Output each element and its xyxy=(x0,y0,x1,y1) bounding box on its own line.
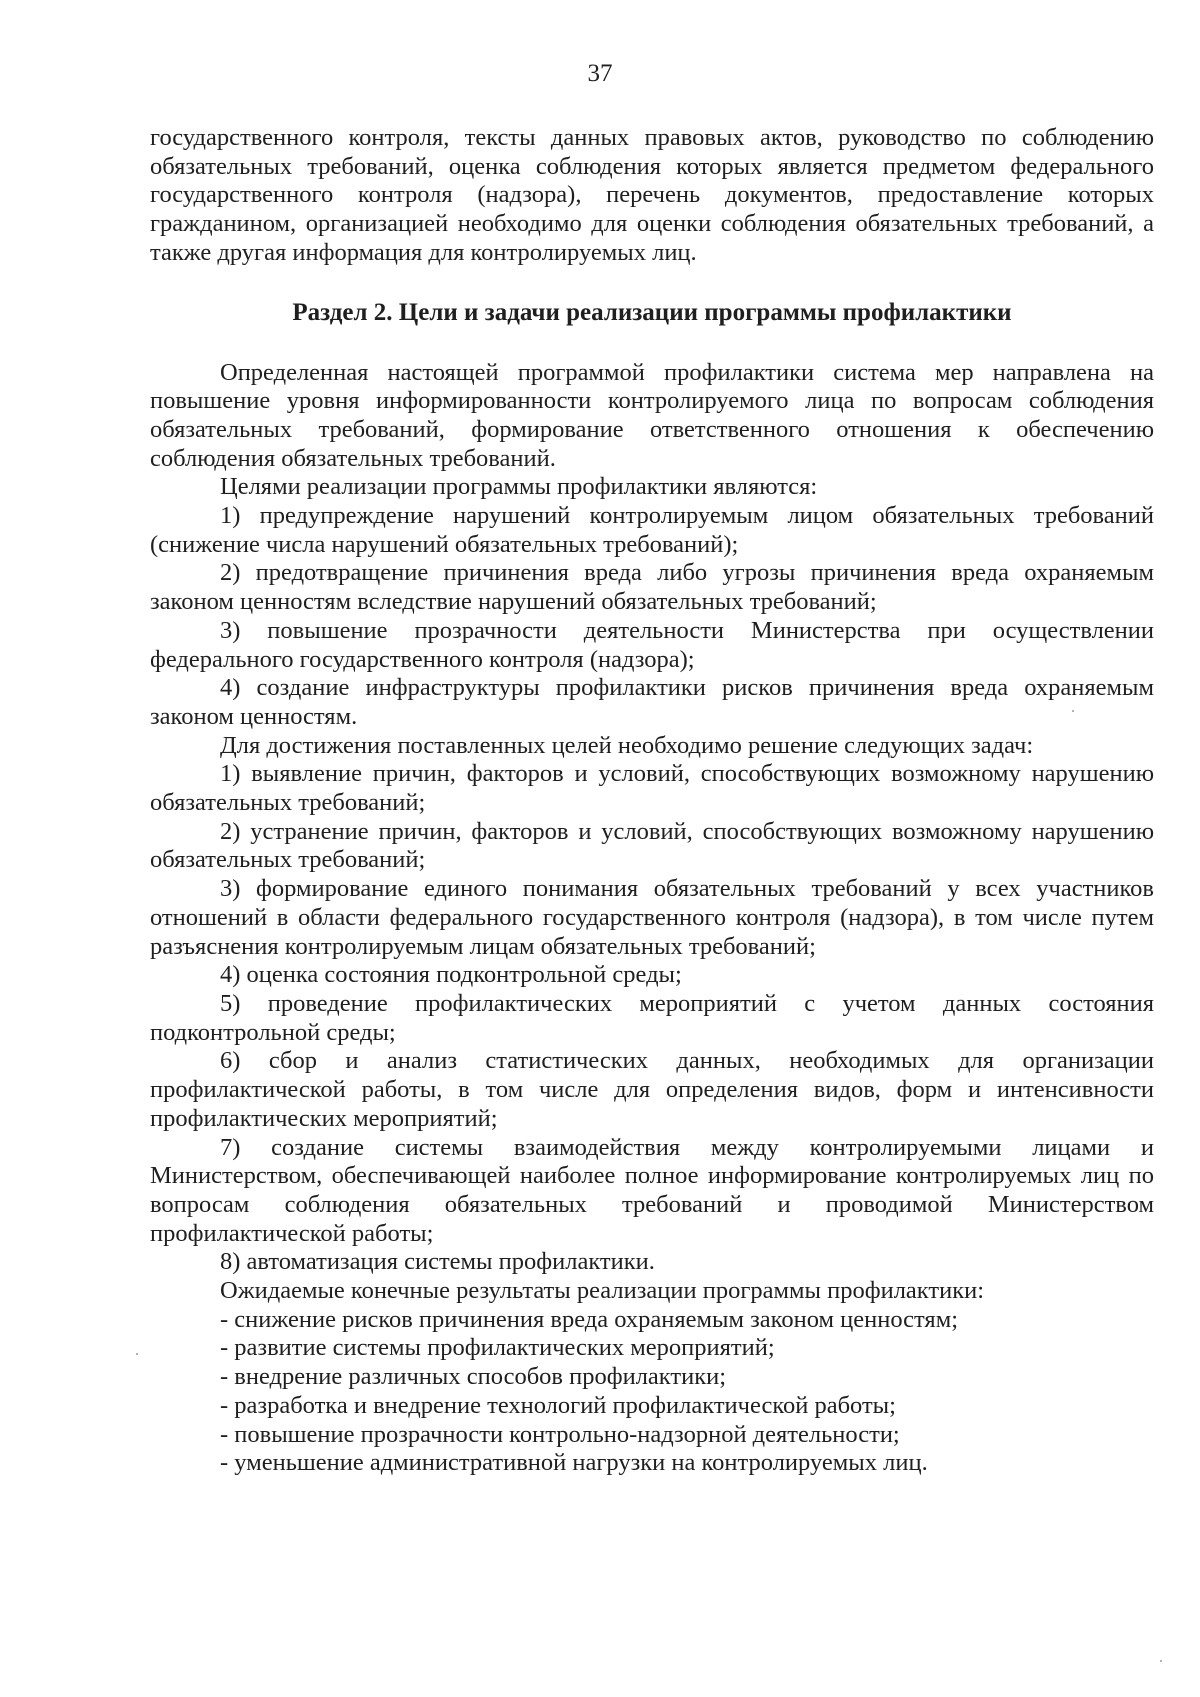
scan-speck xyxy=(136,1353,138,1355)
result-item-2: - развитие системы профилактических мероприятий; xyxy=(220,1334,775,1362)
task-item-2: 2) устранение причин, факторов и условий, способствующих возможному нарушению обязательных требований; xyxy=(150,817,1154,874)
paragraph-goals-heading: Целями реализации программы профилактики являются: xyxy=(220,473,818,501)
task-item-8: 8) автоматизация системы профилактики. xyxy=(220,1248,655,1276)
intro-paragraph: государственного контроля, тексты данных правовых актов, руководство по соблюдению обязательных требований, оценка соблюдения которых является предметом федерального государственного контроля (надзора), перечень документов, предоставление которых гражданином, организацией необходимо для оценки соблюдения обязательных требований, а также другая информация для контролируемых лиц. xyxy=(150,124,1154,266)
goal-item-4: 4) создание инфраструктуры профилактики рисков причинения вреда охраняемым законом ценностям. xyxy=(150,674,1154,730)
result-item-6: - уменьшение административной нагрузки на контролируемых лиц. xyxy=(220,1449,928,1477)
paragraph-tasks-heading: Для достижения поставленных целей необходимо решение следующих задач: xyxy=(220,731,1034,759)
goal-item-1: 1) предупреждение нарушений контролируемым лицом обязательных требований (снижение числа нарушений обязательных требований); xyxy=(150,502,1154,558)
task-item-1: 1) выявление причин, факторов и условий, способствующих возможному нарушению обязательных требований; xyxy=(150,760,1154,817)
result-item-5: - повышение прозрачности контрольно-надзорной деятельности; xyxy=(220,1420,900,1448)
task-item-7: 7) создание системы взаимодействия между контролируемыми лицами и Министерством, обеспечивающей наиболее полное информирование контролируемых лиц по вопросам соблюдения обязательных требований и проводимой Министерством профилактической работы; xyxy=(150,1133,1154,1247)
task-item-5: 5) проведение профилактических мероприятий с учетом данных состояния подконтрольной среды; xyxy=(150,989,1154,1046)
scan-speck xyxy=(1072,710,1074,712)
result-item-4: - разработка и внедрение технологий профилактической работы; xyxy=(220,1391,896,1419)
task-item-6: 6) сбор и анализ статистических данных, необходимых для организации профилактической работы, в том числе для определения видов, форм и интенсивности профилактических мероприятий; xyxy=(150,1047,1154,1132)
task-item-4: 4) оценка состояния подконтрольной среды; xyxy=(220,961,682,989)
goal-item-3: 3) повышение прозрачности деятельности Министерства при осуществлении федерального государственного контроля (надзора); xyxy=(150,616,1154,673)
scan-speck xyxy=(1160,1660,1162,1662)
result-item-1: - снижение рисков причинения вреда охраняемым законом ценностям; xyxy=(220,1305,959,1333)
page-number: 37 xyxy=(587,60,613,87)
paragraph-program-measures: Определенная настоящей программой профилактики система мер направлена на повышение уровня информированности контролируемого лица по вопросам соблюдения обязательных требований, формирование ответственного отношения к обеспечению соблюдения обязательных требований. xyxy=(150,358,1154,472)
section-title: Раздел 2. Цели и задачи реализации программы профилактики xyxy=(292,298,1012,326)
document-body xyxy=(150,124,1154,1478)
task-item-3: 3) формирование единого понимания обязательных требований у всех участников отношений в области федерального государственного контроля (надзора), в том числе путем разъяснения контролируемым лицам обязательных требований; xyxy=(150,875,1154,960)
result-item-3: - внедрение различных способов профилактики; xyxy=(220,1363,727,1391)
paragraph-results-heading: Ожидаемые конечные результаты реализации программы профилактики: xyxy=(220,1277,985,1305)
goal-item-2: 2) предотвращение причинения вреда либо угрозы причинения вреда охраняемым законом ценностям вследствие нарушений обязательных требований; xyxy=(150,559,1154,616)
